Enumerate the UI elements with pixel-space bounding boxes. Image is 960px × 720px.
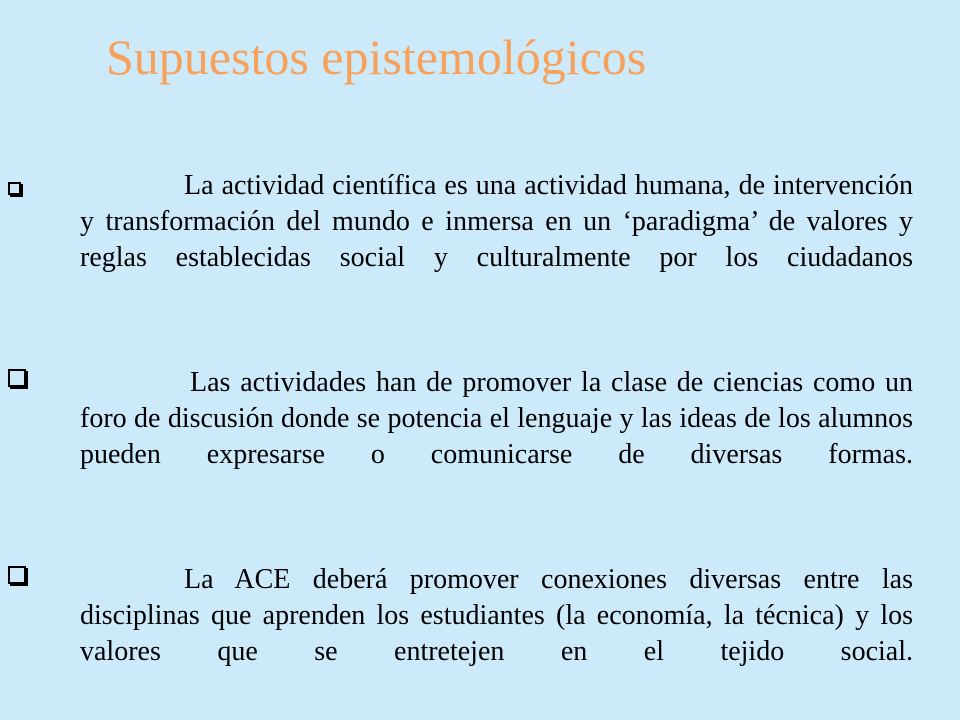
bullet-text-container bbox=[80, 168, 913, 312]
bullet-text-container bbox=[80, 365, 913, 509]
checkbox-square-icon bbox=[8, 369, 26, 387]
bullet-text: La actividad científica es una actividad humana, de intervención y transformación del mundo e inmersa en un ‘paradigma’ de valores y reglas establecidas social y culturalmente por los ciudadanos bbox=[80, 170, 913, 273]
bullet-text: La ACE deberá promover conexiones diversas entre las disciplinas que aprenden los estudiantes (la economía, la técnica) y los valores que se entretejen en el tejido social. bbox=[80, 564, 913, 667]
checkbox-square-icon bbox=[8, 566, 26, 584]
bullet-text-container bbox=[80, 562, 913, 706]
slide-title: Supuestos epistemológicos bbox=[106, 29, 647, 85]
checkbox-square-icon bbox=[8, 182, 21, 195]
bullet-text: Las actividades han de promover la clase de ciencias como un foro de discusión donde se potencia el lenguaje y las ideas de los alumnos pueden expresarse o comunicarse de diversas formas. bbox=[80, 367, 913, 470]
